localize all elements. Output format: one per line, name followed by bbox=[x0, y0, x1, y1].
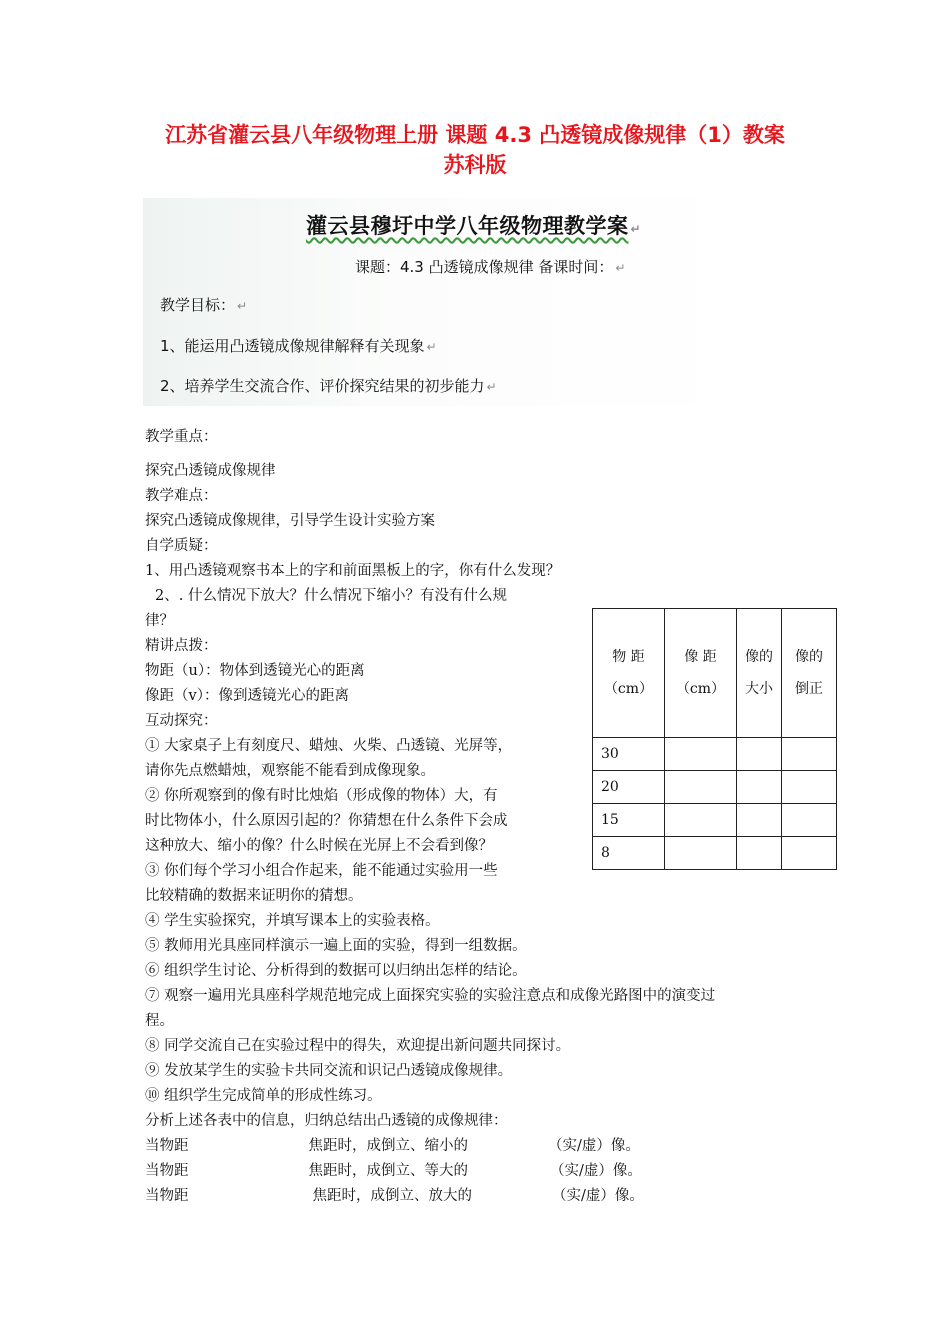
step-2-line-2: 时比物体小，什么原因引起的？你猜想在什么条件下会成 bbox=[145, 813, 508, 829]
step-7-line-1: ⑦ 观察一遍用光具座科学规范地完成上面探究实验的实验注意点和成像光路图中的演变过 bbox=[145, 988, 716, 1004]
objective-1: 1、能运用凸透镜成像规律解释有关现象 ↵ bbox=[160, 337, 437, 355]
definition-object-distance: 物距（u）：物体到透镜光心的距离 bbox=[145, 663, 365, 679]
key-text: 探究凸透镜成像规律 bbox=[145, 463, 276, 479]
step-5: ⑤ 教师用光具座同样演示一遍上面的实验，得到一组数据。 bbox=[145, 938, 527, 954]
step-2-line-1: ② 你所观察到的像有时比烛焰（形成像的物体）大，有 bbox=[145, 788, 498, 804]
rule-3 bbox=[145, 1185, 644, 1207]
question-1: 1、用凸透镜观察书本上的字和前面黑板上的字，你有什么发现？ bbox=[145, 563, 561, 579]
table-cell bbox=[737, 771, 782, 804]
header-image-distance: 像 距（cm） bbox=[665, 609, 737, 738]
self-study-label: 自学质疑： bbox=[145, 538, 218, 554]
table-cell bbox=[782, 804, 837, 837]
step-8: ⑧ 同学交流自己在实验过程中的得失，欢迎提出新问题共同探讨。 bbox=[145, 1038, 571, 1054]
table-row bbox=[593, 771, 837, 804]
document-title bbox=[0, 120, 950, 180]
rule-2-end: （实/虚）像。 bbox=[550, 1163, 642, 1179]
key-label: 教学重点： bbox=[145, 429, 218, 445]
step-1-line-1: ① 大家桌子上有刻度尺、蜡烛、火柴、凸透镜、光屏等， bbox=[145, 738, 513, 754]
table-cell: 20 bbox=[593, 771, 665, 804]
table-row bbox=[593, 738, 837, 771]
table-row bbox=[593, 804, 837, 837]
interact-label: 互动探究： bbox=[145, 713, 218, 729]
rule-1 bbox=[145, 1135, 640, 1157]
table-cell bbox=[737, 804, 782, 837]
header-image-size: 像的大小 bbox=[737, 609, 782, 738]
table-cell: 8 bbox=[593, 837, 665, 870]
rule-2-middle: 焦距时，成倒立、等大的 bbox=[308, 1163, 468, 1179]
step-7-line-2: 程。 bbox=[145, 1013, 174, 1029]
difficulty-label: 教学难点： bbox=[145, 488, 218, 504]
title-line-2: 苏科版 bbox=[443, 153, 507, 177]
pasted-header-image bbox=[143, 198, 748, 406]
table-row bbox=[593, 837, 837, 870]
table-cell bbox=[782, 738, 837, 771]
table-cell bbox=[665, 837, 737, 870]
rule-3-middle: 焦距时，成倒立、放大的 bbox=[312, 1188, 472, 1204]
rule-1-end: （实/虚）像。 bbox=[548, 1138, 640, 1154]
explain-label: 精讲点拨： bbox=[145, 638, 218, 654]
step-4: ④ 学生实验探究，并填写课本上的实验表格。 bbox=[145, 913, 440, 929]
rule-3-start: 当物距 bbox=[145, 1188, 189, 1204]
step-3-line-1: ③ 你们每个学习小组合作起来，能不能通过实验用一些 bbox=[145, 863, 498, 879]
rule-1-middle: 焦距时，成倒立、缩小的 bbox=[308, 1138, 468, 1154]
step-3-line-2: 比较精确的数据来证明你的猜想。 bbox=[145, 888, 363, 904]
summary-text: 分析上述各表中的信息，归纳总结出凸透镜的成像规律： bbox=[145, 1113, 508, 1129]
definition-image-distance: 像距（v）：像到透镜光心的距离 bbox=[145, 688, 349, 704]
header-image-orientation: 像的倒正 bbox=[782, 609, 837, 738]
step-1-line-2: 请你先点燃蜡烛，观察能不能看到成像现象。 bbox=[145, 763, 435, 779]
table-cell bbox=[737, 738, 782, 771]
rule-3-end: （实/虚）像。 bbox=[552, 1188, 644, 1204]
step-6: ⑥ 组织学生讨论、分析得到的数据可以归纳出怎样的结论。 bbox=[145, 963, 527, 979]
table-header-row bbox=[593, 609, 837, 738]
table-cell bbox=[665, 771, 737, 804]
table-cell bbox=[782, 837, 837, 870]
table-cell bbox=[665, 738, 737, 771]
table-cell bbox=[782, 771, 837, 804]
rule-2-start: 当物距 bbox=[145, 1163, 189, 1179]
question-2-line-2: 律？ bbox=[145, 613, 174, 629]
question-2-line-1: 2、. 什么情况下放大？什么情况下缩小？有没有什么规 bbox=[155, 588, 507, 604]
header-object-distance: 物 距（cm） bbox=[593, 609, 665, 738]
objective-2: 2、培养学生交流合作、评价探究结果的初步能力 ↵ bbox=[160, 377, 497, 395]
step-10: ⑩ 组织学生完成简单的形成性练习。 bbox=[145, 1088, 382, 1104]
title-line-1: 江苏省灌云县八年级物理上册 课题 4.3 凸透镜成像规律（1）教案 bbox=[165, 123, 785, 147]
rule-1-start: 当物距 bbox=[145, 1138, 189, 1154]
difficulty-text: 探究凸透镜成像规律，引导学生设计实验方案 bbox=[145, 513, 435, 529]
experiment-table bbox=[592, 608, 837, 870]
rule-2 bbox=[145, 1160, 642, 1182]
table-cell: 30 bbox=[593, 738, 665, 771]
step-2-line-3: 这种放大、缩小的像？什么时候在光屏上不会看到像？ bbox=[145, 838, 493, 854]
table-cell bbox=[665, 804, 737, 837]
objectives-label: 教学目标： ↵ bbox=[160, 296, 248, 314]
course-line: 课题：4.3 凸透镜成像规律 备课时间： ↵ bbox=[355, 258, 626, 276]
step-9: ⑨ 发放某学生的实验卡共同交流和识记凸透镜成像规律。 bbox=[145, 1063, 513, 1079]
table-cell bbox=[737, 837, 782, 870]
table-cell: 15 bbox=[593, 804, 665, 837]
school-title: 灌云县穆圩中学八年级物理教学案 ↵ bbox=[306, 214, 642, 238]
